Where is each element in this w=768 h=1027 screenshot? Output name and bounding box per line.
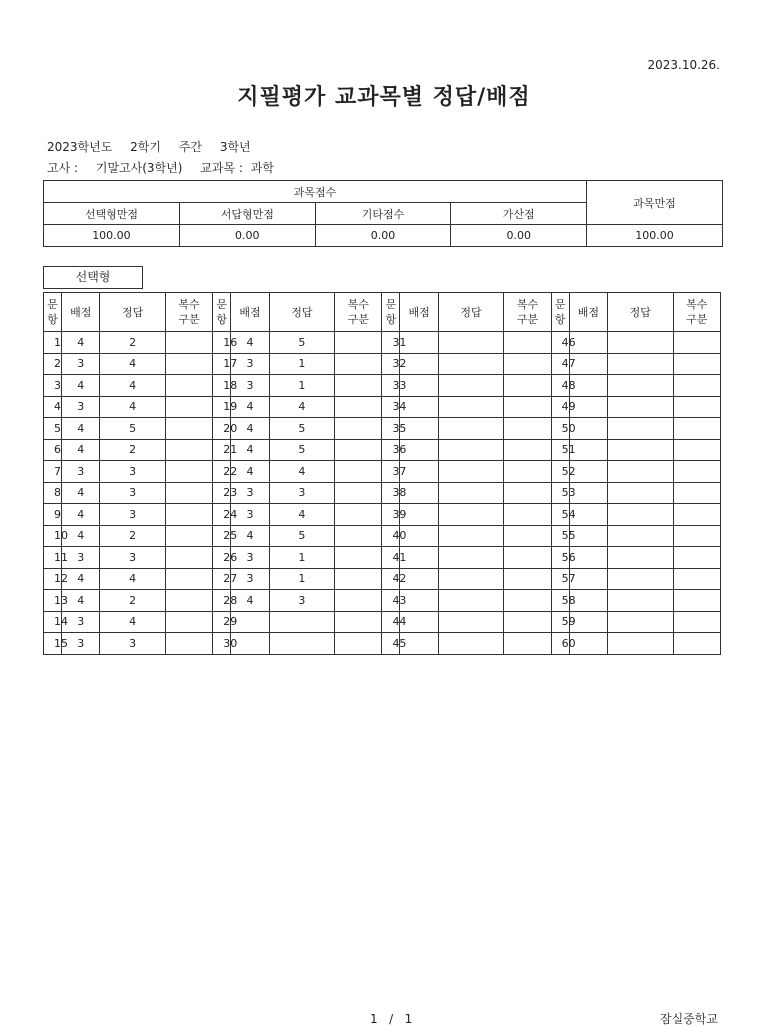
multiple-answer-cell <box>335 482 382 504</box>
answer-cell: 4 <box>269 396 334 418</box>
question-number-header: 문 항 <box>551 293 569 332</box>
question-number: 6 <box>44 439 62 461</box>
answer-cell <box>608 375 673 397</box>
answer-cell: 4 <box>100 375 165 397</box>
multiple-answer-cell <box>673 633 721 655</box>
answer-cell: 4 <box>269 504 334 526</box>
multiple-answer-cell <box>673 418 721 440</box>
multiple-answer-cell <box>504 482 551 504</box>
multiple-answer-cell <box>673 611 721 633</box>
answer-header: 정답 <box>100 293 165 332</box>
multiple-answer-cell <box>673 590 721 612</box>
answer-cell: 4 <box>100 611 165 633</box>
question-number: 49 <box>551 396 569 418</box>
answer-cell <box>438 633 503 655</box>
multiple-answer-cell <box>335 353 382 375</box>
question-number: 31 <box>382 332 400 354</box>
multiple-answer-cell <box>165 525 212 547</box>
points-cell: 4 <box>62 568 100 590</box>
points-cell: 4 <box>62 482 100 504</box>
exam-label: 고사 : <box>47 161 79 175</box>
points-cell: 3 <box>62 633 100 655</box>
question-number: 36 <box>382 439 400 461</box>
page-number: 1 / 1 <box>370 1012 413 1026</box>
table-row <box>44 568 721 590</box>
multiple-answer-cell <box>504 525 551 547</box>
answer-cell: 3 <box>269 590 334 612</box>
answer-cell: 1 <box>269 547 334 569</box>
points-cell: 4 <box>231 439 269 461</box>
answer-header: 정답 <box>438 293 503 332</box>
multiple-answer-cell <box>335 633 382 655</box>
score-summary-table <box>43 180 723 247</box>
answer-cell <box>608 568 673 590</box>
multiple-answer-cell <box>673 504 721 526</box>
question-number: 39 <box>382 504 400 526</box>
multiple-answer-cell <box>335 504 382 526</box>
points-cell: 4 <box>62 418 100 440</box>
question-number: 35 <box>382 418 400 440</box>
answer-header: 정답 <box>608 293 673 332</box>
answer-header: 정답 <box>269 293 334 332</box>
points-cell: 3 <box>231 547 269 569</box>
question-number-header: 문 항 <box>382 293 400 332</box>
multiple-answer-cell <box>673 461 721 483</box>
answer-key-table <box>43 292 721 655</box>
document-title: 지필평가 교과목별 정답/배점 <box>237 85 531 110</box>
multiple-answer-cell <box>504 332 551 354</box>
school-name: 잠실중학교 <box>660 1012 718 1026</box>
school-year: 2023학년도 <box>47 140 113 154</box>
answer-table-header-row <box>44 293 721 332</box>
summary-header: 서답형만점 <box>179 203 315 225</box>
answer-cell <box>438 590 503 612</box>
question-number: 60 <box>551 633 569 655</box>
question-number: 1 <box>44 332 62 354</box>
multiple-answer-cell <box>335 547 382 569</box>
answer-cell <box>269 611 334 633</box>
multiple-answer-cell <box>335 611 382 633</box>
summary-value: 100.00 <box>44 225 180 247</box>
points-cell: 4 <box>231 525 269 547</box>
multiple-answer-cell <box>165 461 212 483</box>
grade: 3학년 <box>219 140 251 154</box>
multiple-answer-cell <box>165 396 212 418</box>
answer-cell: 4 <box>100 396 165 418</box>
summary-header: 선택형만점 <box>44 203 180 225</box>
question-number: 5 <box>44 418 62 440</box>
question-number: 57 <box>551 568 569 590</box>
answer-cell: 4 <box>100 353 165 375</box>
question-number: 45 <box>382 633 400 655</box>
subject-label: 교과목 : <box>200 161 243 175</box>
answer-cell: 5 <box>269 525 334 547</box>
answer-cell <box>269 633 334 655</box>
multiple-answer-cell <box>673 332 721 354</box>
multiple-answer-cell <box>504 396 551 418</box>
multiple-answer-cell <box>504 504 551 526</box>
answer-cell <box>608 590 673 612</box>
multiple-answer-cell <box>673 525 721 547</box>
question-number: 53 <box>551 482 569 504</box>
multiple-answer-cell <box>335 396 382 418</box>
question-number: 24 <box>213 504 231 526</box>
question-number: 4 <box>44 396 62 418</box>
question-number: 51 <box>551 439 569 461</box>
question-number: 56 <box>551 547 569 569</box>
answer-cell: 2 <box>100 439 165 461</box>
answer-cell: 2 <box>100 590 165 612</box>
multiple-answer-cell <box>165 547 212 569</box>
multiple-answer-cell <box>504 547 551 569</box>
multiple-answer-cell <box>673 568 721 590</box>
question-number: 48 <box>551 375 569 397</box>
multiple-answer-cell <box>504 439 551 461</box>
multiple-answer-cell <box>504 633 551 655</box>
question-number: 50 <box>551 418 569 440</box>
table-row <box>44 482 721 504</box>
table-row <box>44 633 721 655</box>
multiple-answer-cell <box>504 461 551 483</box>
answer-cell: 3 <box>100 633 165 655</box>
points-cell: 4 <box>62 332 100 354</box>
summary-value: 0.00 <box>179 225 315 247</box>
question-number: 29 <box>213 611 231 633</box>
multiple-answer-cell <box>673 375 721 397</box>
answer-cell: 1 <box>269 568 334 590</box>
question-number: 19 <box>213 396 231 418</box>
question-number: 21 <box>213 439 231 461</box>
question-number: 7 <box>44 461 62 483</box>
answer-cell: 3 <box>100 547 165 569</box>
multiple-answer-header: 복수 구분 <box>673 293 721 332</box>
answer-cell: 3 <box>100 461 165 483</box>
points-cell: 4 <box>62 375 100 397</box>
question-number: 55 <box>551 525 569 547</box>
table-row <box>44 525 721 547</box>
answer-cell <box>438 504 503 526</box>
question-number: 32 <box>382 353 400 375</box>
points-cell: 4 <box>62 590 100 612</box>
answer-cell <box>438 332 503 354</box>
question-number: 41 <box>382 547 400 569</box>
answer-cell <box>438 568 503 590</box>
answer-cell: 3 <box>269 482 334 504</box>
answer-cell <box>608 547 673 569</box>
answer-cell <box>438 353 503 375</box>
points-cell: 3 <box>62 547 100 569</box>
question-number: 42 <box>382 568 400 590</box>
question-number: 43 <box>382 590 400 612</box>
multiple-answer-cell <box>165 353 212 375</box>
table-row <box>44 439 721 461</box>
multiple-answer-cell <box>165 439 212 461</box>
answer-cell: 5 <box>269 439 334 461</box>
points-cell: 3 <box>62 396 100 418</box>
multiple-answer-cell <box>335 590 382 612</box>
multiple-answer-cell <box>504 418 551 440</box>
answer-cell: 3 <box>100 482 165 504</box>
table-row <box>44 332 721 354</box>
points-cell: 4 <box>231 396 269 418</box>
multiple-answer-header: 복수 구분 <box>504 293 551 332</box>
answer-cell <box>438 375 503 397</box>
multiple-answer-cell <box>673 353 721 375</box>
semester: 2학기 <box>130 140 161 154</box>
multiple-answer-cell <box>673 547 721 569</box>
points-cell: 4 <box>231 461 269 483</box>
multiple-answer-cell <box>504 611 551 633</box>
question-number: 46 <box>551 332 569 354</box>
points-cell: 3 <box>62 461 100 483</box>
multiple-answer-cell <box>504 375 551 397</box>
section-label: 선택형 <box>43 266 143 289</box>
multiple-answer-cell <box>673 439 721 461</box>
table-row <box>44 461 721 483</box>
question-number: 15 <box>44 633 62 655</box>
multiple-answer-cell <box>335 461 382 483</box>
question-number: 12 <box>44 568 62 590</box>
question-number: 38 <box>382 482 400 504</box>
subject-name: 과학 <box>250 161 274 175</box>
multiple-answer-cell <box>335 568 382 590</box>
question-number: 54 <box>551 504 569 526</box>
answer-cell <box>438 547 503 569</box>
question-number: 26 <box>213 547 231 569</box>
info-line-1 <box>47 138 265 155</box>
points-cell: 4 <box>62 504 100 526</box>
multiple-answer-cell <box>335 439 382 461</box>
multiple-answer-cell <box>673 396 721 418</box>
answer-cell: 2 <box>100 525 165 547</box>
points-cell: 4 <box>62 439 100 461</box>
answer-cell <box>608 353 673 375</box>
points-cell: 3 <box>62 353 100 375</box>
question-number: 13 <box>44 590 62 612</box>
points-cell: 3 <box>231 375 269 397</box>
question-number: 28 <box>213 590 231 612</box>
multiple-answer-cell <box>165 418 212 440</box>
question-number-header: 문 항 <box>44 293 62 332</box>
answer-cell <box>608 461 673 483</box>
full-score-value: 100.00 <box>587 225 723 247</box>
question-number: 16 <box>213 332 231 354</box>
day-night: 주간 <box>178 140 202 154</box>
question-number: 59 <box>551 611 569 633</box>
answer-cell: 1 <box>269 375 334 397</box>
points-cell: 3 <box>231 482 269 504</box>
question-number-header: 문 항 <box>213 293 231 332</box>
multiple-answer-cell <box>335 375 382 397</box>
table-row <box>44 590 721 612</box>
question-number: 30 <box>213 633 231 655</box>
points-cell: 3 <box>231 504 269 526</box>
answer-cell <box>438 418 503 440</box>
answer-cell: 1 <box>269 353 334 375</box>
question-number: 52 <box>551 461 569 483</box>
question-number: 10 <box>44 525 62 547</box>
answer-cell: 4 <box>100 568 165 590</box>
multiple-answer-cell <box>504 590 551 612</box>
subject-score-group-header: 과목점수 <box>44 181 587 203</box>
points-cell: 3 <box>231 353 269 375</box>
question-number: 2 <box>44 353 62 375</box>
answer-cell <box>608 633 673 655</box>
points-header: 배점 <box>569 293 607 332</box>
table-row <box>44 611 721 633</box>
answer-cell <box>608 418 673 440</box>
summary-header: 가산점 <box>451 203 587 225</box>
question-number: 9 <box>44 504 62 526</box>
answer-cell <box>438 611 503 633</box>
points-cell: 3 <box>62 611 100 633</box>
multiple-answer-cell <box>335 418 382 440</box>
table-row <box>44 396 721 418</box>
multiple-answer-cell <box>165 590 212 612</box>
multiple-answer-cell <box>504 568 551 590</box>
answer-cell: 5 <box>269 418 334 440</box>
answer-cell <box>608 396 673 418</box>
answer-cell <box>608 611 673 633</box>
points-cell: 4 <box>231 332 269 354</box>
question-number: 23 <box>213 482 231 504</box>
points-cell: 4 <box>231 590 269 612</box>
table-row <box>44 353 721 375</box>
answer-cell: 5 <box>269 332 334 354</box>
answer-cell <box>438 482 503 504</box>
question-number: 20 <box>213 418 231 440</box>
table-row <box>44 418 721 440</box>
answer-cell <box>438 461 503 483</box>
summary-value: 0.00 <box>451 225 587 247</box>
answer-cell: 2 <box>100 332 165 354</box>
question-number: 18 <box>213 375 231 397</box>
answer-cell <box>438 439 503 461</box>
points-header: 배점 <box>400 293 438 332</box>
exam-name: 기말고사(3학년) <box>95 161 183 175</box>
question-number: 33 <box>382 375 400 397</box>
table-row <box>44 504 721 526</box>
answer-cell <box>608 504 673 526</box>
question-number: 3 <box>44 375 62 397</box>
answer-cell <box>438 525 503 547</box>
points-cell: 3 <box>231 568 269 590</box>
points-header: 배점 <box>231 293 269 332</box>
answer-cell <box>608 525 673 547</box>
full-score-header: 과목만점 <box>587 181 723 225</box>
multiple-answer-cell <box>165 633 212 655</box>
answer-cell <box>608 482 673 504</box>
question-number: 47 <box>551 353 569 375</box>
multiple-answer-cell <box>504 353 551 375</box>
info-line-2 <box>47 159 288 176</box>
answer-cell <box>608 439 673 461</box>
multiple-answer-cell <box>673 482 721 504</box>
answer-cell: 5 <box>100 418 165 440</box>
multiple-answer-header: 복수 구분 <box>165 293 212 332</box>
multiple-answer-cell <box>165 375 212 397</box>
answer-cell <box>608 332 673 354</box>
table-row <box>44 375 721 397</box>
question-number: 37 <box>382 461 400 483</box>
table-row <box>44 547 721 569</box>
question-number: 8 <box>44 482 62 504</box>
question-number: 40 <box>382 525 400 547</box>
question-number: 17 <box>213 353 231 375</box>
answer-cell <box>438 396 503 418</box>
document-date: 2023.10.26. <box>647 58 720 72</box>
multiple-answer-cell <box>165 504 212 526</box>
multiple-answer-cell <box>165 332 212 354</box>
question-number: 27 <box>213 568 231 590</box>
question-number: 14 <box>44 611 62 633</box>
summary-header: 기타점수 <box>315 203 451 225</box>
points-cell: 4 <box>231 418 269 440</box>
question-number: 11 <box>44 547 62 569</box>
multiple-answer-header: 복수 구분 <box>335 293 382 332</box>
answer-cell: 3 <box>100 504 165 526</box>
summary-value: 0.00 <box>315 225 451 247</box>
multiple-answer-cell <box>165 568 212 590</box>
multiple-answer-cell <box>165 611 212 633</box>
question-number: 22 <box>213 461 231 483</box>
multiple-answer-cell <box>335 332 382 354</box>
multiple-answer-cell <box>335 525 382 547</box>
question-number: 58 <box>551 590 569 612</box>
answer-cell: 4 <box>269 461 334 483</box>
points-cell: 4 <box>62 525 100 547</box>
multiple-answer-cell <box>165 482 212 504</box>
question-number: 44 <box>382 611 400 633</box>
points-header: 배점 <box>62 293 100 332</box>
question-number: 25 <box>213 525 231 547</box>
question-number: 34 <box>382 396 400 418</box>
